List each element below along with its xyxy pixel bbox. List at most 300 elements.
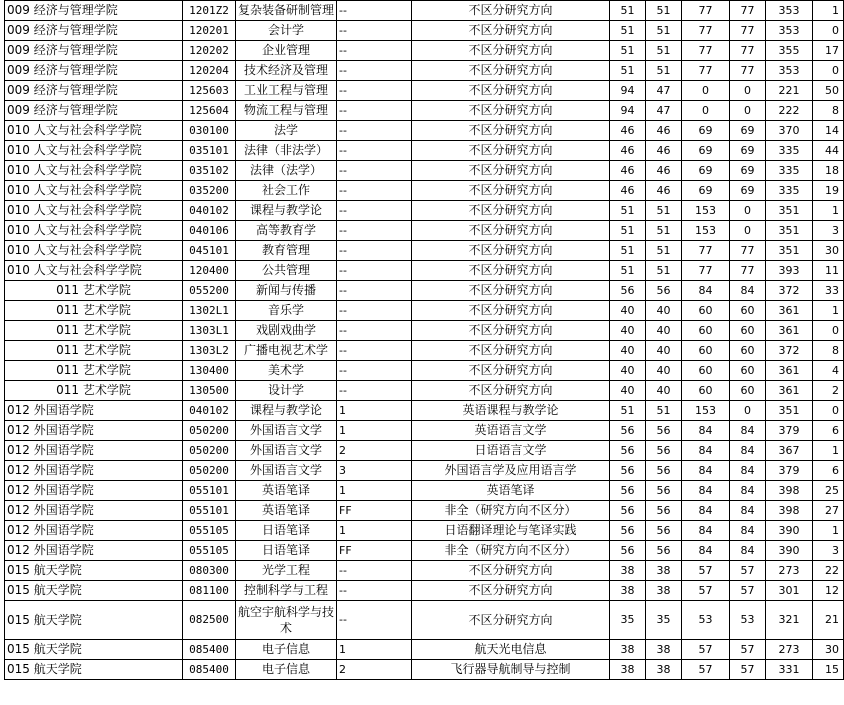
direction-name-cell: 日语翻译理论与笔译实践 bbox=[412, 521, 610, 541]
direction-name-cell: 不区分研究方向 bbox=[412, 341, 610, 361]
direction-name-cell: 不区分研究方向 bbox=[412, 161, 610, 181]
score-politics-cell: 35 bbox=[610, 601, 646, 640]
score-subject-2-cell: 84 bbox=[730, 281, 766, 301]
score-subject-1-cell: 57 bbox=[682, 561, 730, 581]
table-row bbox=[5, 521, 844, 541]
direction-name-cell: 英语语言文学 bbox=[412, 421, 610, 441]
score-subject-1-cell: 0 bbox=[682, 81, 730, 101]
direction-code-cell: -- bbox=[337, 341, 412, 361]
major-name-cell: 会计学 bbox=[236, 21, 337, 41]
score-subject-2-cell: 60 bbox=[730, 361, 766, 381]
table-row bbox=[5, 41, 844, 61]
direction-name-cell: 不区分研究方向 bbox=[412, 301, 610, 321]
score-politics-cell: 40 bbox=[610, 321, 646, 341]
major-name-cell: 戏剧戏曲学 bbox=[236, 321, 337, 341]
major-name-cell: 企业管理 bbox=[236, 41, 337, 61]
score-subject-1-cell: 69 bbox=[682, 141, 730, 161]
table-row bbox=[5, 241, 844, 261]
major-name-cell: 外国语言文学 bbox=[236, 461, 337, 481]
admitted-count-cell: 30 bbox=[813, 241, 844, 261]
score-subject-2-cell: 77 bbox=[730, 41, 766, 61]
score-subject-1-cell: 60 bbox=[682, 321, 730, 341]
major-code-cell: 030100 bbox=[183, 121, 236, 141]
score-politics-cell: 94 bbox=[610, 81, 646, 101]
score-subject-1-cell: 84 bbox=[682, 521, 730, 541]
college-cell: 012 外国语学院 bbox=[5, 521, 183, 541]
score-subject-2-cell: 57 bbox=[730, 640, 766, 660]
score-subject-1-cell: 57 bbox=[682, 581, 730, 601]
score-subject-2-cell: 69 bbox=[730, 161, 766, 181]
score-politics-cell: 46 bbox=[610, 121, 646, 141]
total-score-cell: 372 bbox=[766, 281, 813, 301]
major-name-cell: 工业工程与管理 bbox=[236, 81, 337, 101]
total-score-cell: 351 bbox=[766, 221, 813, 241]
admitted-count-cell: 1 bbox=[813, 441, 844, 461]
table-row bbox=[5, 161, 844, 181]
score-subject-1-cell: 69 bbox=[682, 161, 730, 181]
score-subject-1-cell: 153 bbox=[682, 201, 730, 221]
direction-code-cell: -- bbox=[337, 201, 412, 221]
college-cell: 015 航天学院 bbox=[5, 640, 183, 660]
college-cell: 009 经济与管理学院 bbox=[5, 81, 183, 101]
college-cell: 012 外国语学院 bbox=[5, 481, 183, 501]
total-score-cell: 335 bbox=[766, 161, 813, 181]
college-cell: 011 艺术学院 bbox=[5, 321, 183, 341]
college-cell: 010 人文与社会科学学院 bbox=[5, 181, 183, 201]
score-subject-1-cell: 77 bbox=[682, 61, 730, 81]
admitted-count-cell: 18 bbox=[813, 161, 844, 181]
total-score-cell: 351 bbox=[766, 201, 813, 221]
score-subject-1-cell: 84 bbox=[682, 501, 730, 521]
score-politics-cell: 46 bbox=[610, 161, 646, 181]
major-code-cell: 125603 bbox=[183, 81, 236, 101]
total-score-cell: 301 bbox=[766, 581, 813, 601]
score-politics-cell: 51 bbox=[610, 261, 646, 281]
direction-code-cell: -- bbox=[337, 61, 412, 81]
college-cell: 010 人文与社会科学学院 bbox=[5, 241, 183, 261]
college-cell: 010 人文与社会科学学院 bbox=[5, 201, 183, 221]
table-row bbox=[5, 1, 844, 21]
admitted-count-cell: 25 bbox=[813, 481, 844, 501]
direction-code-cell: -- bbox=[337, 301, 412, 321]
score-subject-2-cell: 57 bbox=[730, 660, 766, 680]
major-name-cell: 外国语言文学 bbox=[236, 441, 337, 461]
table-row bbox=[5, 121, 844, 141]
total-score-cell: 353 bbox=[766, 21, 813, 41]
score-subject-2-cell: 84 bbox=[730, 461, 766, 481]
direction-code-cell: -- bbox=[337, 141, 412, 161]
score-subject-2-cell: 77 bbox=[730, 241, 766, 261]
total-score-cell: 390 bbox=[766, 521, 813, 541]
score-politics-cell: 56 bbox=[610, 501, 646, 521]
direction-code-cell: -- bbox=[337, 281, 412, 301]
admitted-count-cell: 12 bbox=[813, 581, 844, 601]
score-subject-1-cell: 77 bbox=[682, 261, 730, 281]
score-politics-cell: 38 bbox=[610, 561, 646, 581]
total-score-cell: 321 bbox=[766, 601, 813, 640]
major-code-cell: 045101 bbox=[183, 241, 236, 261]
score-foreign-language-cell: 51 bbox=[646, 1, 682, 21]
admitted-count-cell: 27 bbox=[813, 501, 844, 521]
major-code-cell: 125604 bbox=[183, 101, 236, 121]
score-subject-1-cell: 153 bbox=[682, 221, 730, 241]
score-foreign-language-cell: 40 bbox=[646, 301, 682, 321]
score-foreign-language-cell: 51 bbox=[646, 201, 682, 221]
score-subject-1-cell: 77 bbox=[682, 241, 730, 261]
direction-name-cell: 不区分研究方向 bbox=[412, 101, 610, 121]
score-foreign-language-cell: 51 bbox=[646, 61, 682, 81]
direction-code-cell: -- bbox=[337, 261, 412, 281]
major-name-cell: 教育管理 bbox=[236, 241, 337, 261]
major-code-cell: 035102 bbox=[183, 161, 236, 181]
admitted-count-cell: 1 bbox=[813, 521, 844, 541]
score-foreign-language-cell: 40 bbox=[646, 381, 682, 401]
direction-code-cell: -- bbox=[337, 321, 412, 341]
admitted-count-cell: 0 bbox=[813, 321, 844, 341]
major-code-cell: 130500 bbox=[183, 381, 236, 401]
score-politics-cell: 38 bbox=[610, 581, 646, 601]
admitted-count-cell: 4 bbox=[813, 361, 844, 381]
direction-code-cell: -- bbox=[337, 161, 412, 181]
score-subject-2-cell: 84 bbox=[730, 521, 766, 541]
total-score-cell: 361 bbox=[766, 321, 813, 341]
college-cell: 015 航天学院 bbox=[5, 581, 183, 601]
score-subject-1-cell: 57 bbox=[682, 660, 730, 680]
major-name-cell: 公共管理 bbox=[236, 261, 337, 281]
major-name-cell: 美术学 bbox=[236, 361, 337, 381]
score-politics-cell: 51 bbox=[610, 401, 646, 421]
table-row bbox=[5, 281, 844, 301]
table-row bbox=[5, 421, 844, 441]
major-name-cell: 新闻与传播 bbox=[236, 281, 337, 301]
direction-code-cell: -- bbox=[337, 241, 412, 261]
college-cell: 010 人文与社会科学学院 bbox=[5, 141, 183, 161]
admitted-count-cell: 2 bbox=[813, 381, 844, 401]
score-politics-cell: 51 bbox=[610, 241, 646, 261]
score-foreign-language-cell: 51 bbox=[646, 241, 682, 261]
college-cell: 011 艺术学院 bbox=[5, 341, 183, 361]
score-politics-cell: 51 bbox=[610, 21, 646, 41]
total-score-cell: 335 bbox=[766, 141, 813, 161]
score-subject-1-cell: 60 bbox=[682, 301, 730, 321]
major-name-cell: 电子信息 bbox=[236, 660, 337, 680]
total-score-cell: 361 bbox=[766, 301, 813, 321]
major-code-cell: 040102 bbox=[183, 401, 236, 421]
admission-score-table bbox=[4, 0, 844, 680]
total-score-cell: 370 bbox=[766, 121, 813, 141]
major-name-cell: 法律（非法学） bbox=[236, 141, 337, 161]
major-name-cell: 技术经济及管理 bbox=[236, 61, 337, 81]
score-politics-cell: 51 bbox=[610, 41, 646, 61]
total-score-cell: 331 bbox=[766, 660, 813, 680]
major-code-cell: 120400 bbox=[183, 261, 236, 281]
direction-name-cell: 不区分研究方向 bbox=[412, 201, 610, 221]
score-subject-2-cell: 77 bbox=[730, 61, 766, 81]
direction-name-cell: 英语课程与教学论 bbox=[412, 401, 610, 421]
table-row bbox=[5, 301, 844, 321]
admitted-count-cell: 1 bbox=[813, 1, 844, 21]
score-foreign-language-cell: 51 bbox=[646, 401, 682, 421]
total-score-cell: 353 bbox=[766, 61, 813, 81]
college-cell: 009 经济与管理学院 bbox=[5, 1, 183, 21]
major-code-cell: 035101 bbox=[183, 141, 236, 161]
admitted-count-cell: 50 bbox=[813, 81, 844, 101]
table-row bbox=[5, 61, 844, 81]
table-row bbox=[5, 381, 844, 401]
score-subject-1-cell: 84 bbox=[682, 481, 730, 501]
admitted-count-cell: 30 bbox=[813, 640, 844, 660]
score-politics-cell: 56 bbox=[610, 281, 646, 301]
admitted-count-cell: 17 bbox=[813, 41, 844, 61]
major-code-cell: 040106 bbox=[183, 221, 236, 241]
score-foreign-language-cell: 46 bbox=[646, 161, 682, 181]
score-subject-1-cell: 84 bbox=[682, 281, 730, 301]
major-code-cell: 050200 bbox=[183, 421, 236, 441]
score-politics-cell: 56 bbox=[610, 441, 646, 461]
admitted-count-cell: 0 bbox=[813, 61, 844, 81]
score-foreign-language-cell: 46 bbox=[646, 121, 682, 141]
college-cell: 009 经济与管理学院 bbox=[5, 21, 183, 41]
college-cell: 011 艺术学院 bbox=[5, 361, 183, 381]
score-foreign-language-cell: 56 bbox=[646, 521, 682, 541]
score-subject-1-cell: 69 bbox=[682, 181, 730, 201]
major-name-cell: 物流工程与管理 bbox=[236, 101, 337, 121]
table-row bbox=[5, 601, 844, 640]
direction-code-cell: -- bbox=[337, 581, 412, 601]
score-foreign-language-cell: 51 bbox=[646, 261, 682, 281]
major-name-cell: 英语笔译 bbox=[236, 501, 337, 521]
total-score-cell: 379 bbox=[766, 421, 813, 441]
major-name-cell: 复杂装备研制管理 bbox=[236, 1, 337, 21]
college-cell: 009 经济与管理学院 bbox=[5, 101, 183, 121]
total-score-cell: 379 bbox=[766, 461, 813, 481]
major-name-cell: 广播电视艺术学 bbox=[236, 341, 337, 361]
score-foreign-language-cell: 51 bbox=[646, 21, 682, 41]
score-subject-1-cell: 153 bbox=[682, 401, 730, 421]
score-subject-1-cell: 77 bbox=[682, 41, 730, 61]
table-row bbox=[5, 341, 844, 361]
table-row bbox=[5, 361, 844, 381]
score-politics-cell: 56 bbox=[610, 521, 646, 541]
direction-code-cell: 1 bbox=[337, 421, 412, 441]
score-subject-2-cell: 57 bbox=[730, 561, 766, 581]
score-foreign-language-cell: 56 bbox=[646, 421, 682, 441]
direction-name-cell: 不区分研究方向 bbox=[412, 81, 610, 101]
major-name-cell: 法律（法学） bbox=[236, 161, 337, 181]
college-cell: 012 外国语学院 bbox=[5, 501, 183, 521]
score-foreign-language-cell: 38 bbox=[646, 660, 682, 680]
total-score-cell: 393 bbox=[766, 261, 813, 281]
college-cell: 012 外国语学院 bbox=[5, 401, 183, 421]
admitted-count-cell: 3 bbox=[813, 221, 844, 241]
college-cell: 010 人文与社会科学学院 bbox=[5, 221, 183, 241]
score-subject-2-cell: 0 bbox=[730, 101, 766, 121]
score-subject-1-cell: 77 bbox=[682, 1, 730, 21]
major-code-cell: 1302L1 bbox=[183, 301, 236, 321]
score-subject-1-cell: 60 bbox=[682, 341, 730, 361]
major-code-cell: 1303L1 bbox=[183, 321, 236, 341]
score-foreign-language-cell: 56 bbox=[646, 541, 682, 561]
score-subject-1-cell: 84 bbox=[682, 441, 730, 461]
score-subject-1-cell: 84 bbox=[682, 541, 730, 561]
table-row bbox=[5, 481, 844, 501]
score-politics-cell: 38 bbox=[610, 640, 646, 660]
score-subject-1-cell: 0 bbox=[682, 101, 730, 121]
direction-code-cell: 1 bbox=[337, 401, 412, 421]
score-subject-2-cell: 0 bbox=[730, 81, 766, 101]
score-politics-cell: 40 bbox=[610, 361, 646, 381]
admitted-count-cell: 6 bbox=[813, 421, 844, 441]
college-cell: 012 外国语学院 bbox=[5, 541, 183, 561]
total-score-cell: 390 bbox=[766, 541, 813, 561]
total-score-cell: 398 bbox=[766, 501, 813, 521]
total-score-cell: 335 bbox=[766, 181, 813, 201]
table-row bbox=[5, 101, 844, 121]
table-row bbox=[5, 261, 844, 281]
direction-code-cell: -- bbox=[337, 221, 412, 241]
direction-name-cell: 不区分研究方向 bbox=[412, 181, 610, 201]
major-name-cell: 音乐学 bbox=[236, 301, 337, 321]
score-politics-cell: 40 bbox=[610, 381, 646, 401]
direction-name-cell: 不区分研究方向 bbox=[412, 561, 610, 581]
admitted-count-cell: 21 bbox=[813, 601, 844, 640]
college-cell: 015 航天学院 bbox=[5, 601, 183, 640]
major-code-cell: 085400 bbox=[183, 640, 236, 660]
major-code-cell: 055105 bbox=[183, 541, 236, 561]
direction-code-cell: -- bbox=[337, 1, 412, 21]
major-code-cell: 035200 bbox=[183, 181, 236, 201]
score-subject-2-cell: 84 bbox=[730, 541, 766, 561]
direction-code-cell: -- bbox=[337, 561, 412, 581]
major-name-cell: 外国语言文学 bbox=[236, 421, 337, 441]
direction-code-cell: -- bbox=[337, 121, 412, 141]
score-subject-2-cell: 53 bbox=[730, 601, 766, 640]
direction-code-cell: -- bbox=[337, 41, 412, 61]
score-subject-2-cell: 0 bbox=[730, 401, 766, 421]
direction-code-cell: -- bbox=[337, 101, 412, 121]
major-code-cell: 085400 bbox=[183, 660, 236, 680]
direction-name-cell: 不区分研究方向 bbox=[412, 361, 610, 381]
score-foreign-language-cell: 51 bbox=[646, 221, 682, 241]
direction-code-cell: -- bbox=[337, 181, 412, 201]
major-code-cell: 130400 bbox=[183, 361, 236, 381]
direction-name-cell: 不区分研究方向 bbox=[412, 221, 610, 241]
major-code-cell: 120201 bbox=[183, 21, 236, 41]
admitted-count-cell: 19 bbox=[813, 181, 844, 201]
direction-code-cell: 2 bbox=[337, 660, 412, 680]
score-politics-cell: 40 bbox=[610, 341, 646, 361]
college-cell: 012 外国语学院 bbox=[5, 461, 183, 481]
admitted-count-cell: 1 bbox=[813, 201, 844, 221]
direction-name-cell: 不区分研究方向 bbox=[412, 281, 610, 301]
score-politics-cell: 51 bbox=[610, 201, 646, 221]
admitted-count-cell: 0 bbox=[813, 21, 844, 41]
table-row bbox=[5, 141, 844, 161]
direction-name-cell: 不区分研究方向 bbox=[412, 121, 610, 141]
table-row bbox=[5, 660, 844, 680]
score-subject-2-cell: 77 bbox=[730, 261, 766, 281]
admitted-count-cell: 15 bbox=[813, 660, 844, 680]
score-foreign-language-cell: 40 bbox=[646, 341, 682, 361]
direction-code-cell: 2 bbox=[337, 441, 412, 461]
major-code-cell: 055105 bbox=[183, 521, 236, 541]
college-cell: 012 外国语学院 bbox=[5, 441, 183, 461]
admitted-count-cell: 14 bbox=[813, 121, 844, 141]
table-row bbox=[5, 81, 844, 101]
major-name-cell: 法学 bbox=[236, 121, 337, 141]
major-name-cell: 设计学 bbox=[236, 381, 337, 401]
score-foreign-language-cell: 46 bbox=[646, 181, 682, 201]
score-politics-cell: 51 bbox=[610, 1, 646, 21]
major-code-cell: 082500 bbox=[183, 601, 236, 640]
score-politics-cell: 46 bbox=[610, 141, 646, 161]
major-code-cell: 055101 bbox=[183, 501, 236, 521]
college-cell: 009 经济与管理学院 bbox=[5, 61, 183, 81]
major-name-cell: 日语笔译 bbox=[236, 521, 337, 541]
table-row bbox=[5, 201, 844, 221]
total-score-cell: 367 bbox=[766, 441, 813, 461]
direction-name-cell: 航天光电信息 bbox=[412, 640, 610, 660]
table-row bbox=[5, 21, 844, 41]
major-code-cell: 055200 bbox=[183, 281, 236, 301]
score-subject-2-cell: 69 bbox=[730, 181, 766, 201]
major-name-cell: 航空宇航科学与技术 bbox=[236, 601, 337, 640]
score-foreign-language-cell: 56 bbox=[646, 441, 682, 461]
table-row bbox=[5, 640, 844, 660]
major-code-cell: 081100 bbox=[183, 581, 236, 601]
total-score-cell: 361 bbox=[766, 381, 813, 401]
score-subject-1-cell: 53 bbox=[682, 601, 730, 640]
score-subject-2-cell: 60 bbox=[730, 321, 766, 341]
score-foreign-language-cell: 40 bbox=[646, 321, 682, 341]
direction-code-cell: FF bbox=[337, 501, 412, 521]
major-code-cell: 050200 bbox=[183, 441, 236, 461]
table-row bbox=[5, 181, 844, 201]
admitted-count-cell: 6 bbox=[813, 461, 844, 481]
table-row bbox=[5, 401, 844, 421]
score-subject-1-cell: 69 bbox=[682, 121, 730, 141]
score-subject-2-cell: 84 bbox=[730, 421, 766, 441]
major-code-cell: 080300 bbox=[183, 561, 236, 581]
table-row bbox=[5, 221, 844, 241]
score-politics-cell: 38 bbox=[610, 660, 646, 680]
table-row bbox=[5, 461, 844, 481]
score-subject-2-cell: 84 bbox=[730, 441, 766, 461]
score-subject-2-cell: 69 bbox=[730, 121, 766, 141]
score-politics-cell: 51 bbox=[610, 221, 646, 241]
admitted-count-cell: 8 bbox=[813, 101, 844, 121]
direction-code-cell: -- bbox=[337, 361, 412, 381]
score-subject-2-cell: 0 bbox=[730, 221, 766, 241]
direction-code-cell: -- bbox=[337, 81, 412, 101]
score-politics-cell: 40 bbox=[610, 301, 646, 321]
major-name-cell: 控制科学与工程 bbox=[236, 581, 337, 601]
score-politics-cell: 56 bbox=[610, 421, 646, 441]
direction-code-cell: -- bbox=[337, 21, 412, 41]
table-row bbox=[5, 581, 844, 601]
direction-name-cell: 不区分研究方向 bbox=[412, 321, 610, 341]
major-code-cell: 040102 bbox=[183, 201, 236, 221]
score-subject-2-cell: 77 bbox=[730, 1, 766, 21]
direction-code-cell: 1 bbox=[337, 481, 412, 501]
direction-code-cell: -- bbox=[337, 381, 412, 401]
direction-code-cell: 3 bbox=[337, 461, 412, 481]
total-score-cell: 273 bbox=[766, 561, 813, 581]
major-name-cell: 课程与教学论 bbox=[236, 401, 337, 421]
admitted-count-cell: 22 bbox=[813, 561, 844, 581]
total-score-cell: 273 bbox=[766, 640, 813, 660]
score-foreign-language-cell: 56 bbox=[646, 281, 682, 301]
